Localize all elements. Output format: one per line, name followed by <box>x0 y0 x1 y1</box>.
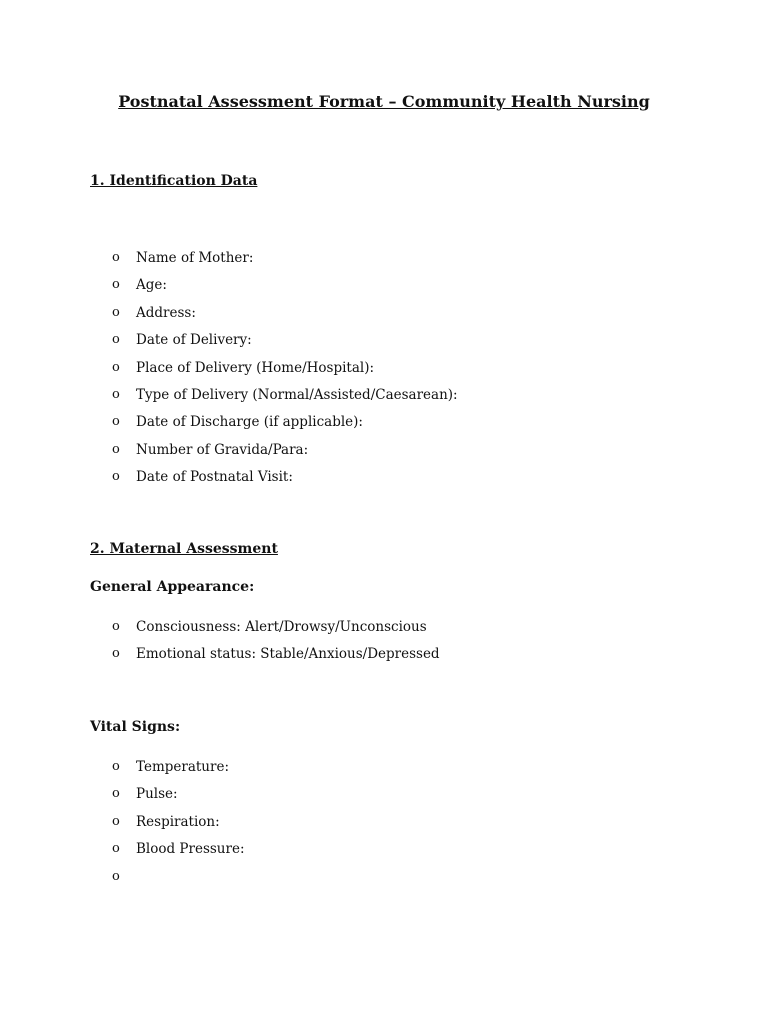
bullet-icon: o <box>112 759 120 774</box>
list-item-text: Consciousness: Alert/Drowsy/Unconscious <box>136 619 427 635</box>
list-item <box>112 645 440 672</box>
list-item <box>112 840 245 867</box>
vital-signs-heading: Vital Signs: <box>90 719 181 735</box>
list-item-text: Date of Discharge (if applicable): <box>136 414 363 431</box>
list-item-text: Respiration: <box>136 813 220 830</box>
list-item-text: Date of Delivery: <box>136 332 252 349</box>
list-item <box>112 758 245 785</box>
list-item <box>112 468 458 495</box>
document-title: Postnatal Assessment Format – Community Health Nursing <box>118 92 650 111</box>
bullet-icon: o <box>112 619 120 634</box>
list-item <box>112 813 245 840</box>
bullet-icon: o <box>112 304 120 320</box>
list-item-text: Date of Postnatal Visit: <box>136 469 293 486</box>
bullet-icon: o <box>112 359 120 375</box>
list-item <box>112 249 458 276</box>
list-item <box>112 331 458 358</box>
bullet-icon: o <box>112 646 120 662</box>
bullet-icon: o <box>112 469 120 485</box>
list-item-text: Address: <box>136 304 196 321</box>
list-item <box>112 304 458 331</box>
list-item <box>112 618 440 645</box>
list-item-text: Age: <box>136 277 167 294</box>
list-item <box>112 868 245 895</box>
bullet-icon: o <box>112 868 120 884</box>
list-item-text: Emotional status: Stable/Anxious/Depressed <box>136 646 440 663</box>
list-item <box>112 413 458 440</box>
list-item-text: Place of Delivery (Home/Hospital): <box>136 359 375 376</box>
general-appearance-heading: General Appearance: <box>90 579 255 595</box>
bullet-icon: o <box>112 414 120 430</box>
list-item-text: Type of Delivery (Normal/Assisted/Caesarean): <box>136 386 458 403</box>
bullet-icon: o <box>112 841 120 857</box>
general-appearance-list <box>112 618 440 673</box>
section-identification-heading: 1. Identification Data <box>90 173 258 189</box>
list-item <box>112 359 458 386</box>
bullet-icon: o <box>112 786 120 802</box>
list-item <box>112 276 458 303</box>
section-maternal-heading: 2. Maternal Assessment <box>90 541 278 557</box>
list-item <box>112 785 245 812</box>
list-item-text: Temperature: <box>136 759 229 775</box>
list-item-text: Name of Mother: <box>136 250 254 266</box>
identification-list <box>112 249 458 496</box>
bullet-icon: o <box>112 441 120 457</box>
list-item-text: Pulse: <box>136 786 178 803</box>
bullet-icon: o <box>112 277 120 293</box>
bullet-icon: o <box>112 332 120 348</box>
list-item-text: Number of Gravida/Para: <box>136 441 309 458</box>
list-item <box>112 386 458 413</box>
vital-signs-list <box>112 758 245 895</box>
bullet-icon: o <box>112 250 120 265</box>
list-item-text: Blood Pressure: <box>136 841 245 858</box>
bullet-icon: o <box>112 386 120 402</box>
list-item <box>112 441 458 468</box>
bullet-icon: o <box>112 813 120 829</box>
